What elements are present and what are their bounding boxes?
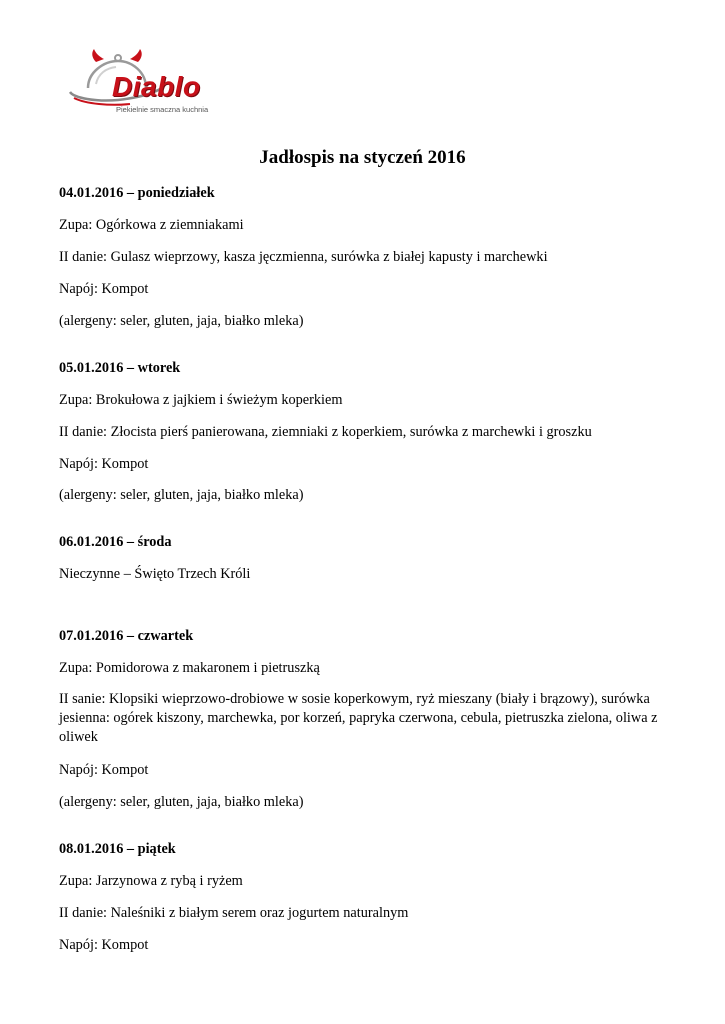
day-date: 05.01.2016 – wtorek [59,360,181,376]
page-title: Jadłospis na styczeń 2016 [259,147,466,168]
day-date: 07.01.2016 – czwartek [59,628,194,644]
day-main-dish: II danie: Naleśniki z białym serem oraz jogurtem naturalnym [59,905,409,921]
day-allergens: (alergeny: seler, gluten, jaja, białko mleka) [59,487,304,503]
day-closed-note: Nieczynne – Święto Trzech Króli [59,566,251,582]
day-drink: Napój: Kompot [59,281,149,297]
day-soup: Zupa: Ogórkowa z ziemniakami [59,217,244,233]
day-soup: Zupa: Pomidorowa z makaronem i pietruszką [59,660,320,676]
diablo-logo [66,48,226,120]
day-drink: Napój: Kompot [59,456,149,472]
day-main-dish: II sanie: Klopsiki wieprzowo-drobiowe w sosie koperkowym, ryż mieszany (biały i brązowy), surówka jesienna: ogórek kiszony, marchewka, por korzeń, papryka czerwona, cebula, pietruszka zielona, oliwa z oliwek [59,691,658,745]
day-drink: Napój: Kompot [59,937,149,953]
day-drink: Napój: Kompot [59,762,149,778]
day-allergens: (alergeny: seler, gluten, jaja, białko mleka) [59,313,304,329]
day-soup: Zupa: Jarzynowa z rybą i ryżem [59,873,243,889]
day-date: 04.01.2016 – poniedziałek [59,185,215,201]
logo-tagline: Piekielnie smaczna kuchnia [116,105,209,114]
day-main-dish: II danie: Gulasz wieprzowy, kasza jęczmienna, surówka z białej kapusty i marchewki [59,249,548,265]
day-main-dish: II danie: Złocista pierś panierowana, ziemniaki z koperkiem, surówka z marchewki i groszku [59,424,592,440]
day-date: 08.01.2016 – piątek [59,841,176,857]
day-date: 06.01.2016 – środa [59,534,172,550]
day-allergens: (alergeny: seler, gluten, jaja, białko mleka) [59,794,304,810]
logo-wordmark: Diablo [112,71,201,102]
day-soup: Zupa: Brokułowa z jajkiem i świeżym koperkiem [59,392,343,408]
